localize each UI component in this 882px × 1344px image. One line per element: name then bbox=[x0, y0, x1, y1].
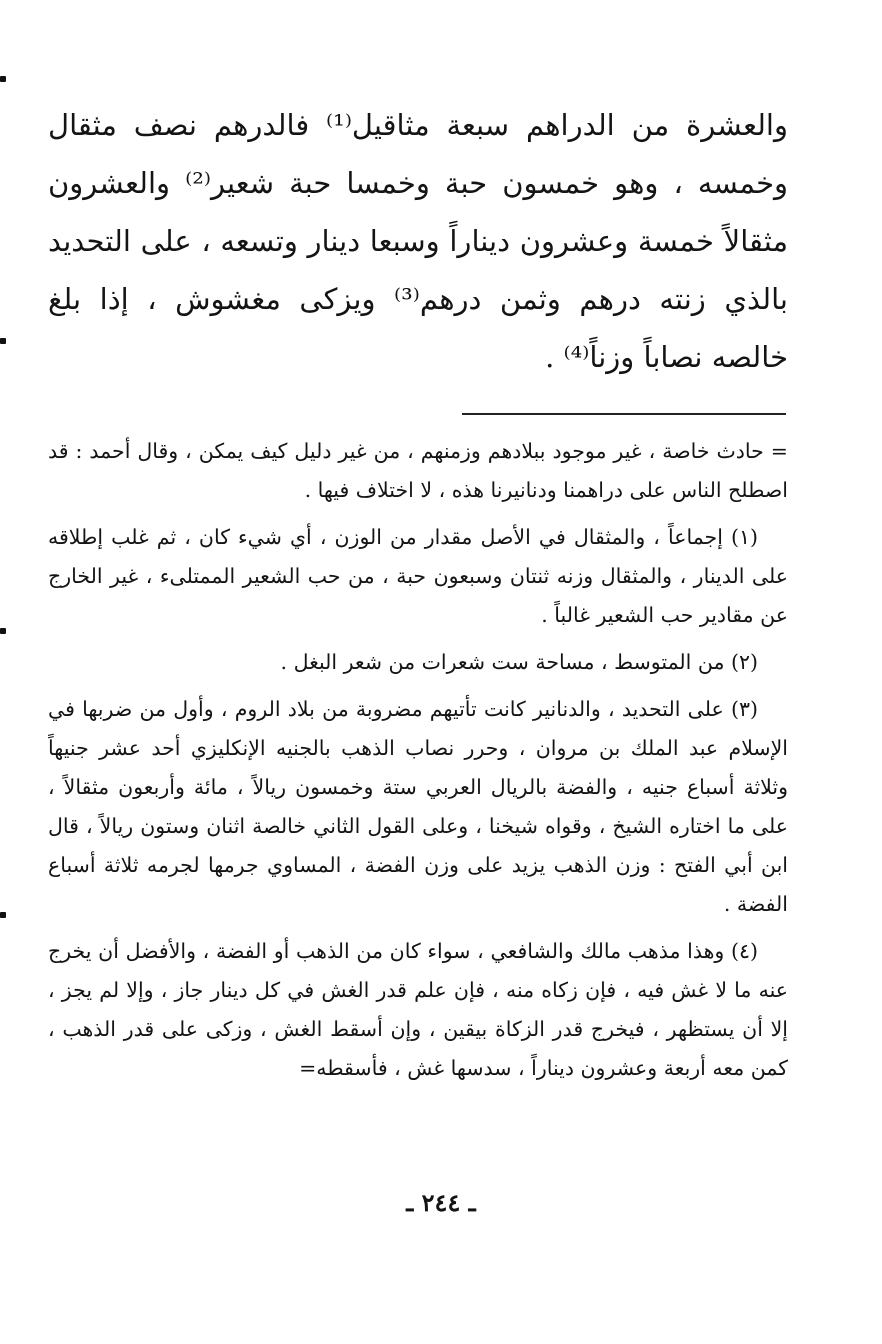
main-paragraph: والعشرة من الدراهم سبعة مثاقيل⁽¹⁾ فالدرهم نصف مثقال وخمسه ، وهو خمسون حبة وخمسا حبة شعير⁽²⁾ والعشرون مثقالاً خمسة وعشرون ديناراً وسبعا دينار وتسعه ، على التحديد بالذي زنته درهم وثمن درهم⁽³⁾ ويزكى مغشوش ، إذا بلغ خالصه نصاباً وزناً⁽⁴⁾ . bbox=[48, 108, 788, 374]
footnote-4: (٤) وهذا مذهب مالك والشافعي ، سواء كان من الذهب أو الفضة ، والأفضل أن يخرج عنه ما لا غش فيه ، فإن زكاه منه ، فإن علم قدر الغش في كل دينار جاز ، وإلا لم يجز ، إلا أن يستظهر ، فيخرج قدر الزكاة بيقين ، وإن أسقط الغش ، وزكى على قدر الذهب ، كمن معه أربعة وعشرون ديناراً ، سدسها غش ، فأسقطه= bbox=[48, 939, 788, 1080]
footnote-3: (٣) على التحديد ، والدنانير كانت تأتيهم مضروبة من بلاد الروم ، وأول من ضربها في الإسلام عبد الملك بن مروان ، وحرر نصاب الذهب بالجنيه الإنكليزي أحد عشر جنيهاً وثلاثة أسباع جنيه ، والفضة بالريال العربي ستة وخمسون ريالاً ، مائة وأربعون مثقالاً ، على ما اختاره الشيخ ، وقواه شيخنا ، وعلى القول الثاني خالصة اثنان وستون ريالاً ، قال ابن أبي الفتح : وزن الذهب يزيد على وزن الفضة ، المساوي جرمها لجرمه ثلاثة أسباع الفضة . bbox=[48, 697, 789, 916]
main-text bbox=[48, 96, 788, 386]
footnotes bbox=[48, 432, 788, 1096]
page-number: ـ ٢٤٤ ـ bbox=[406, 1188, 476, 1217]
footnote-separator bbox=[462, 413, 786, 415]
margin-mark bbox=[0, 76, 6, 82]
margin-mark bbox=[0, 338, 6, 344]
margin-mark bbox=[0, 912, 6, 918]
footnote-1: (١) إجماعاً ، والمثقال في الأصل مقدار من الوزن ، أي شيء كان ، ثم غلب إطلاقه على الدينار ، والمثقال وزنه ثنتان وسبعون حبة ، من حب الشعير الممتلىء ، غير الخارج عن مقادير حب الشعير غالباً . bbox=[48, 525, 788, 627]
footnote-continued: = حادث خاصة ، غير موجود ببلادهم وزمنهم ، من غير دليل كيف يمكن ، وقال أحمد : قد اصطلح الناس على دراهمنا ودنانيرنا هذه ، لا اختلاف فيها . bbox=[48, 439, 788, 502]
footnote-2: (٢) من المتوسط ، مساحة ست شعرات من شعر البغل . bbox=[280, 650, 758, 674]
margin-mark bbox=[0, 628, 6, 634]
